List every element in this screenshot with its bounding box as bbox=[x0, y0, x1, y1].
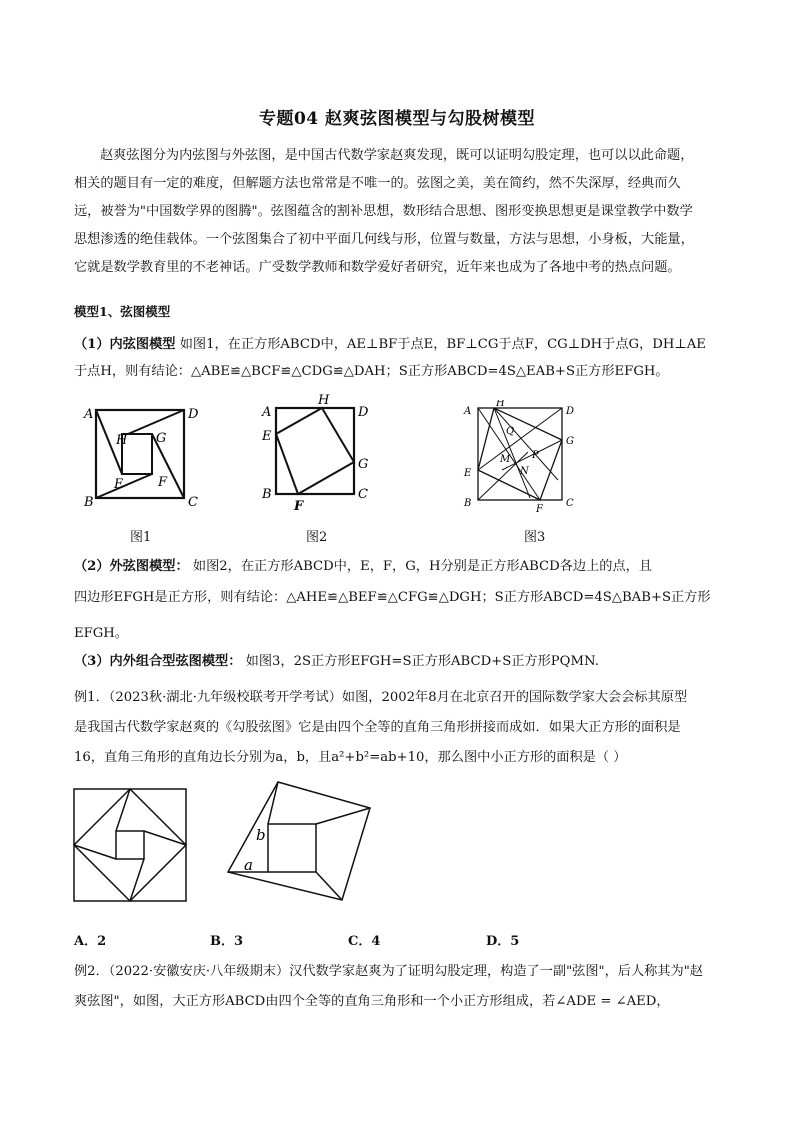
fig3-label: C bbox=[566, 498, 574, 509]
example2-line2: 爽弦图"，如图，大正方形ABCD由四个全等的直角三角形和一个小正方形组成，若∠ADE = ∠AED， bbox=[74, 994, 670, 1009]
fig2-label: F bbox=[294, 499, 304, 514]
model-heading: 模型1、弦图模型 bbox=[74, 304, 171, 319]
figure-3 bbox=[458, 400, 588, 514]
example1-label-b: b bbox=[256, 826, 266, 844]
fig2-label: H bbox=[318, 393, 330, 408]
example1-figure-right bbox=[224, 780, 374, 904]
model2-line1 bbox=[74, 557, 734, 577]
fig1-label: E bbox=[114, 477, 124, 492]
option-a[interactable]: A．2 bbox=[74, 934, 107, 949]
intro-line: 思想渗透的绝佳载体。一个弦图集合了初中平面几何线与形，位置与数量，方法与思想，小身板，大能量， bbox=[74, 232, 694, 247]
fig1-label: H bbox=[116, 433, 128, 448]
fig1-label: A bbox=[84, 407, 94, 422]
fig2-label: C bbox=[358, 487, 368, 502]
model2-label: （2）外弦图模型： bbox=[74, 559, 189, 574]
fig3-label: N bbox=[520, 466, 529, 477]
intro-line: 赵爽弦图分为内弦图与外弦图，是中国古代数学家赵爽发现，既可以证明勾股定理，也可以以此命题， bbox=[100, 148, 694, 163]
fig1-label: B bbox=[84, 495, 94, 510]
fig2-label: G bbox=[358, 457, 369, 472]
model1-text: 如图1，在正方形ABCD中，AE⊥BF于点E，BF⊥CG于点F，CG⊥DH于点G，DH⊥AE bbox=[179, 337, 706, 352]
fig1-label: F bbox=[158, 475, 168, 490]
fig2-label: E bbox=[262, 429, 272, 444]
fig3-label: G bbox=[566, 436, 574, 447]
fig3-label: H bbox=[496, 400, 505, 409]
model3-line bbox=[74, 652, 734, 672]
model1-line2: 于点H，则有结论：△ABE≌△BCF≌△CDG≌△DAH；S正方形ABCD=4S△EAB+S正方形EFGH。 bbox=[74, 364, 669, 379]
fig2-label: D bbox=[358, 405, 369, 420]
figure-2 bbox=[256, 392, 386, 514]
fig3-caption: 图3 bbox=[524, 530, 546, 545]
fig1-caption: 图1 bbox=[130, 530, 152, 545]
fig3-label: P bbox=[532, 450, 539, 461]
fig2-caption: 图2 bbox=[306, 530, 328, 545]
fig3-label: Q bbox=[506, 426, 515, 437]
fig2-label: A bbox=[262, 405, 272, 420]
intro-line: 相关的题目有一定的难度，但解题方法也常常是不唯一的。弦图之美，美在简约，然不失深厚，经典而久 bbox=[74, 176, 681, 191]
option-b[interactable]: B．3 bbox=[210, 934, 244, 949]
example1-line3: 16，直角三角形的直角边长分别为a，b，且a²+b²=ab+10，那么图中小正方形的面积是（ ） bbox=[74, 750, 627, 765]
example2-line1: 例2．（2022·安徽安庆·八年级期末）汉代数学家赵爽为了证明勾股定理，构造了一副"弦图"，后人称其为"赵 bbox=[74, 964, 703, 979]
option-d[interactable]: D．5 bbox=[486, 934, 520, 949]
model2-text: 如图2，在正方形ABCD中，E，F，G，H分别是正方形ABCD各边上的点，且 bbox=[192, 559, 653, 574]
intro-line: 它就是数学教育里的不老神话。广受数学教师和数学爱好者研究，近年来也成为了各地中考的热点问题。 bbox=[74, 260, 681, 275]
fig1-label: D bbox=[188, 407, 199, 422]
figure-1 bbox=[80, 402, 210, 514]
model3-label: （3）内外组合型弦图模型： bbox=[74, 654, 242, 669]
fig1-label: G bbox=[156, 431, 167, 446]
fig3-label: D bbox=[566, 406, 575, 417]
model3-text: 如图3，2S正方形EFGH=S正方形ABCD+S正方形PQMN. bbox=[245, 654, 599, 669]
example1-label-a: a bbox=[244, 856, 253, 874]
example1-line2: 是我国古代数学家赵爽的《勾股弦图》它是由四个全等的直角三角形拼接而成如．如果大正方形的面积是 bbox=[74, 720, 681, 735]
fig2-label: B bbox=[262, 487, 272, 502]
fig3-label: A bbox=[464, 406, 472, 417]
model1-label: （1）内弦图模型 bbox=[74, 337, 176, 352]
fig3-label: E bbox=[464, 468, 472, 479]
option-c[interactable]: C．4 bbox=[348, 934, 381, 949]
fig3-label: B bbox=[464, 498, 472, 509]
fig1-label: C bbox=[188, 495, 198, 510]
model1-line1 bbox=[74, 335, 734, 355]
model2-line2: 四边形EFGH是正方形，则有结论：△AHE≌△BEF≌△CFG≌△DGH；S正方形ABCD=4S△BAB+S正方形 bbox=[74, 590, 711, 605]
page-title: 专题04 赵爽弦图模型与勾股树模型 bbox=[258, 109, 536, 129]
model2-line3: EFGH。 bbox=[74, 626, 128, 641]
intro-paragraph bbox=[74, 142, 724, 282]
intro-line: 远，被誉为"中国数学界的图腾"。弦图蕴含的割补思想，数形结合思想、图形变换思想更是课堂教学中数学 bbox=[74, 204, 693, 219]
example1-line1: 例1．（2023秋·湖北·九年级校联考开学考试）如图，2002年8月在北京召开的国际数学家大会会标其原型 bbox=[74, 690, 688, 705]
fig3-label: F bbox=[536, 504, 543, 514]
example1-figure-left bbox=[72, 787, 188, 903]
fig3-label: M bbox=[500, 454, 511, 465]
